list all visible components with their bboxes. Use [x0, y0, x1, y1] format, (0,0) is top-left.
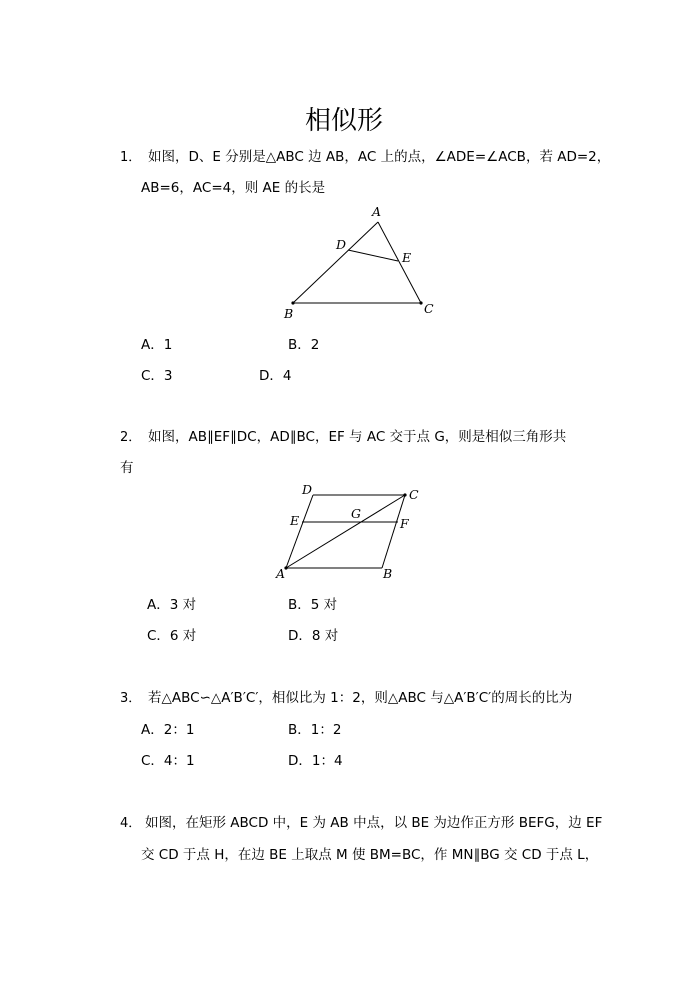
q2-label-b: B	[383, 566, 393, 581]
q2-label-e: E	[290, 513, 300, 528]
question-4-text-line-2: 交 CD 于点 H，在边 BE 上取点 M 使 BM=BC，作 MN∥BG 交 CD 于点 L，	[141, 847, 599, 863]
q2-label-d: D	[302, 482, 313, 497]
question-2-option-c: C．6 对	[147, 628, 197, 644]
question-2-option-b: B．5 对	[288, 597, 338, 613]
q1-label-b: B	[284, 306, 294, 321]
question-2-option-d: D．8 对	[288, 628, 339, 644]
q2-label-g: G	[351, 506, 361, 521]
q2-side-ad	[286, 495, 313, 568]
question-3-option-d: D．1：4	[288, 753, 343, 769]
q1-label-a: A	[372, 204, 382, 219]
question-1-number: 1．	[120, 150, 142, 165]
q1-label-e: E	[402, 250, 412, 265]
q2-label-f: F	[400, 516, 409, 531]
question-3-text-line-1: 若△ABC∽△A′B′C′，相似比为 1：2，则△ABC 与△A′B′C′的周长的比为	[148, 690, 573, 706]
question-3-option-a: A．2：1	[141, 722, 195, 738]
question-1-option-d: D．4	[259, 368, 292, 384]
question-2-option-a: A．3 对	[147, 597, 197, 613]
q2-label-a: A	[276, 566, 286, 581]
q1-label-d: D	[336, 237, 347, 252]
question-1-option-a: A．1	[141, 337, 173, 353]
question-2-text-line-2: 有	[120, 460, 134, 476]
question-3-option-b: B．1：2	[288, 722, 342, 738]
question-4-text-line-1: 如图，在矩形 ABCD 中，E 为 AB 中点，以 BE 为边作正方形 BEFG，边 EF	[145, 815, 603, 831]
question-2-number: 2．	[120, 430, 142, 445]
question-1-text-line-1: 如图，D、E 分别是△ABC 边 AB，AC 上的点，∠ADE=∠ACB，若 AD=2，	[148, 149, 611, 165]
question-4-number: 4．	[120, 816, 142, 831]
question-3-number: 3．	[120, 691, 142, 706]
question-3-option-c: C．4：1	[141, 753, 195, 769]
question-2-text-line-1: 如图，AB∥EF∥DC，AD∥BC，EF 与 AC 交于点 G，则是相似三角形共	[148, 429, 567, 445]
question-1-text-line-2: AB=6，AC=4，则 AE 的长是	[141, 180, 326, 196]
page-title: 相似形	[305, 106, 384, 136]
question-1-option-b: B．2	[288, 337, 320, 353]
q2-diagonal-ac	[286, 495, 405, 568]
q2-point-c-dot	[403, 493, 406, 496]
q1-label-c: C	[424, 301, 434, 316]
q2-label-c: C	[409, 487, 419, 502]
q2-side-bc	[382, 495, 405, 568]
question-1-option-c: C．3	[141, 368, 173, 384]
